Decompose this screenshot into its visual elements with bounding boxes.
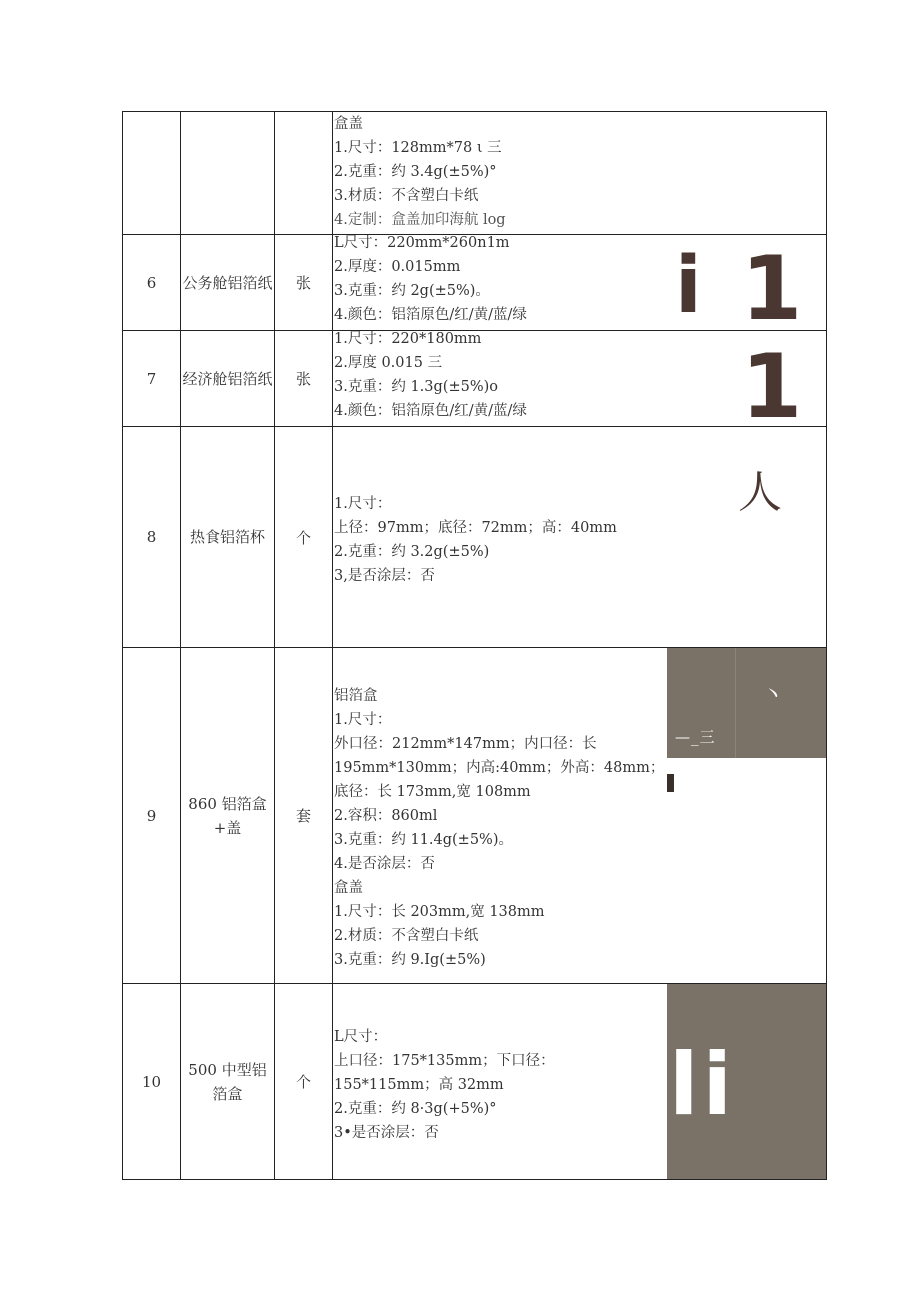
spec-line: L尺寸：220mm*260n1m — [334, 235, 510, 251]
spec-line: 2.材质：不含塑白卡纸 — [334, 927, 479, 944]
row-number — [123, 112, 181, 235]
spec-cell — [333, 427, 827, 648]
table-row — [123, 112, 827, 235]
table-row — [123, 648, 827, 984]
spec-line: 3.克重：约 9.Ig(±5%) — [334, 951, 486, 968]
spec-line: 2.容积：860ml — [334, 807, 438, 824]
item-unit: 张 — [275, 331, 333, 427]
spec-line: 1.尺寸：220*180mm — [334, 331, 482, 347]
item-unit: 个 — [275, 984, 333, 1180]
item-name: 500 中型铝箔盒 — [181, 984, 275, 1180]
spec-line: 4.定制：盒盖加印海航 log — [334, 212, 506, 228]
artifact-glyph: i — [675, 241, 702, 331]
spec-line: 155*115mm；高 32mm — [334, 1076, 504, 1093]
spec-line: 2.克重：约 3.4g(±5%)° — [334, 164, 497, 180]
spec-line: 盒盖 — [334, 879, 363, 896]
spec-line: 195mm*130mm；内高:40mm；外高：48mm； — [334, 759, 665, 776]
spec-line: 1.尺寸：长 203mm,宽 138mm — [334, 903, 545, 920]
spec-line: 1.尺寸： — [334, 711, 392, 728]
spec-line: 3•是否涂层：否 — [334, 1124, 439, 1141]
spec-line: L尺寸： — [334, 1028, 388, 1045]
spec-line: 2.克重：约 8·3g(+5%)° — [334, 1100, 497, 1117]
spec-lines — [333, 235, 527, 328]
spec-cell — [333, 331, 827, 427]
spec-cell — [333, 112, 827, 235]
spec-line: 3.克重：约 11.4g(±5%)。 — [334, 831, 513, 848]
row-number: 10 — [123, 984, 181, 1180]
item-name — [181, 112, 275, 235]
spec-line: 外口径：212mm*147mm；内口径：长 — [334, 735, 597, 752]
artifact-glyph: 丶 — [762, 683, 785, 708]
artifact-glyph: li — [669, 1035, 736, 1135]
row-number: 6 — [123, 235, 181, 331]
row-number: 9 — [123, 648, 181, 984]
item-name: 公务舱铝箔纸 — [181, 235, 275, 331]
artifact-glyph: 人 — [738, 467, 782, 518]
item-name: 经济舱铝箔纸 — [181, 331, 275, 427]
spec-line: 4.是否涂层：否 — [334, 855, 435, 872]
spec-line: 3.材质：不含塑白卡纸 — [334, 188, 479, 204]
spec-line: 铝箔盒 — [334, 687, 378, 704]
spec-lines — [333, 486, 826, 588]
item-unit: 套 — [275, 648, 333, 984]
spec-cell — [333, 984, 827, 1180]
table-row — [123, 235, 827, 331]
spec-lines — [333, 112, 506, 232]
artifact-glyph: —_三 — [675, 728, 716, 746]
spec-line: 上径：97mm；底径：72mm；高：40mm — [334, 520, 617, 536]
spec-cell — [333, 648, 827, 984]
spec-lines — [333, 331, 527, 424]
item-name: 860 铝箔盒+盖 — [181, 648, 275, 984]
row-number: 8 — [123, 427, 181, 648]
spec-lines — [333, 1019, 826, 1145]
spec-table — [122, 111, 827, 1180]
spec-line: 4.颜色：铝箔原色/红/黄/蓝/绿 — [334, 307, 527, 323]
table-row — [123, 427, 827, 648]
spec-line: 盒盖 — [334, 116, 363, 132]
table-row — [123, 984, 827, 1180]
spec-line: 2.厚度：0.015mm — [334, 259, 461, 275]
item-unit — [275, 112, 333, 235]
artifact-glyph: 1 — [741, 335, 803, 427]
spec-line: 底径：长 173mm,宽 108mm — [334, 783, 531, 800]
spec-line: 3,是否涂层：否 — [334, 568, 435, 584]
spec-lines — [333, 660, 826, 972]
spec-line: 1.尺寸：128mm*78 ι 三 — [334, 140, 502, 156]
item-unit: 张 — [275, 235, 333, 331]
spec-line: 4.颜色：铝箔原色/红/黄/蓝/绿 — [334, 403, 527, 419]
spec-cell — [333, 235, 827, 331]
spec-line: 上口径：175*135mm；下口径： — [334, 1052, 555, 1069]
row-number: 7 — [123, 331, 181, 427]
spec-line: 2.克重：约 3.2g(±5%) — [334, 544, 490, 560]
spec-line: 2.厚度 0.015 三 — [334, 355, 443, 371]
spec-line: 3.克重：约 2g(±5%)。 — [334, 283, 490, 299]
item-unit: 个 — [275, 427, 333, 648]
table-row — [123, 331, 827, 427]
artifact-glyph: 1 — [741, 237, 803, 331]
spec-line: 3.克重：约 1.3g(±5%)o — [334, 379, 498, 395]
item-name: 热食铝箔杯 — [181, 427, 275, 648]
spec-line: 1.尺寸： — [334, 496, 392, 512]
